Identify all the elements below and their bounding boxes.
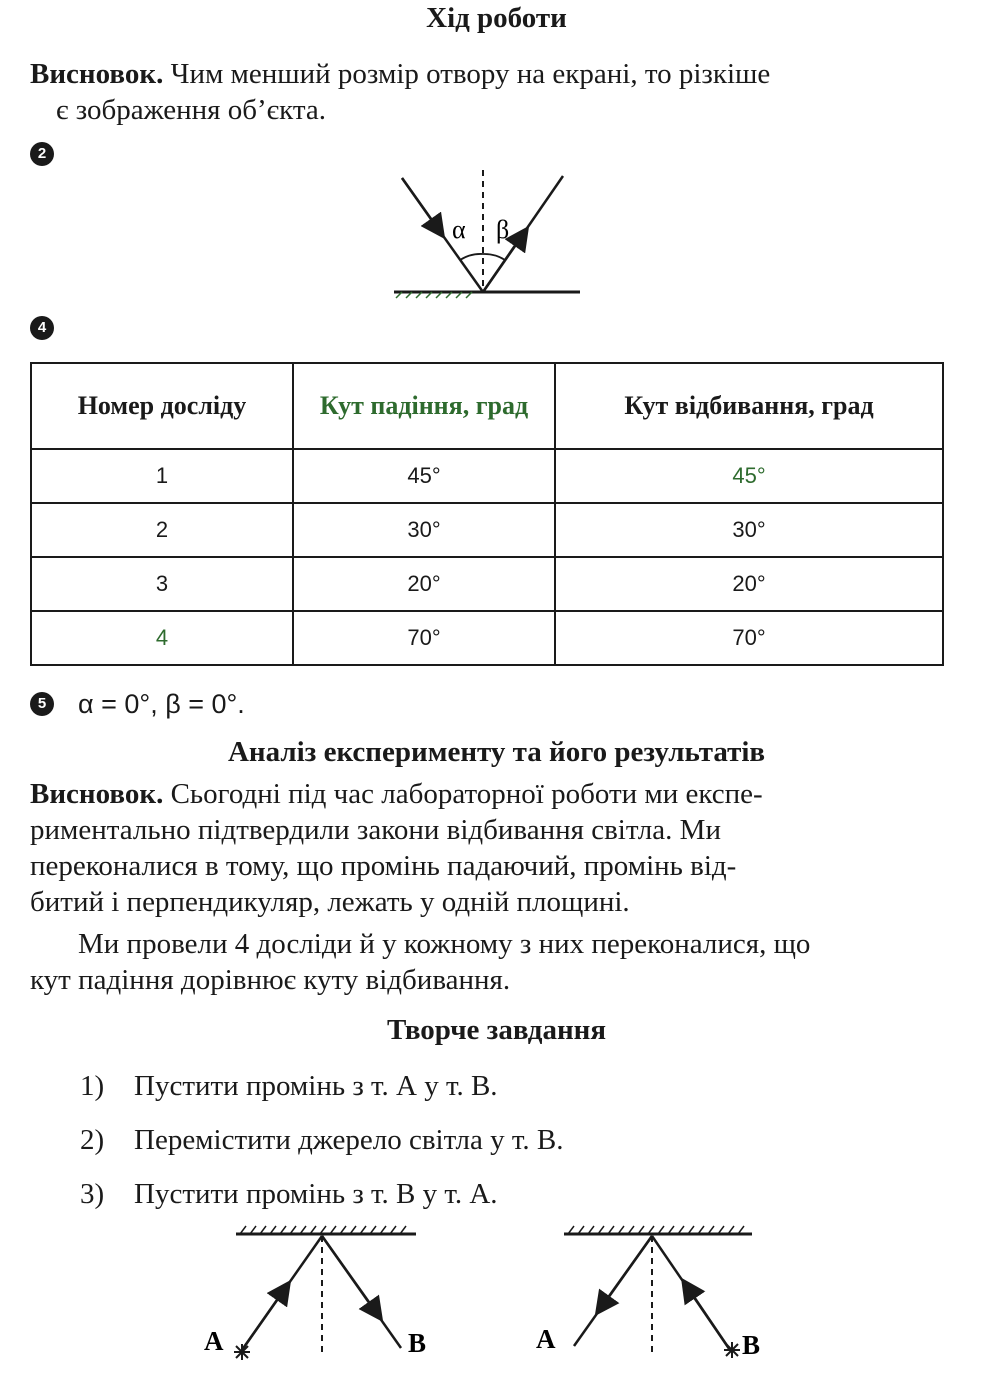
header-reflection-angle: Кут відбивання, град <box>555 363 943 449</box>
cell-number: 3 <box>31 557 293 611</box>
marker-2: 2 <box>30 142 54 166</box>
cell-incidence: 20° <box>293 557 555 611</box>
conclusion-2-line5: Ми провели 4 досліди й у кожному з них переконалися, що <box>78 928 811 960</box>
conclusion-2-line1 <box>30 776 763 812</box>
cell-reflection: 30° <box>555 503 943 557</box>
cell-incidence: 70° <box>293 611 555 665</box>
table-row <box>31 557 943 611</box>
marker-5: 5 <box>30 692 54 716</box>
conclusion-1-line2: є зображення об’єкта. <box>56 94 326 126</box>
light-source-icon <box>724 1342 740 1358</box>
marker-4: 4 <box>30 316 54 340</box>
light-source-icon <box>234 1344 250 1360</box>
table-row <box>31 449 943 503</box>
table-row <box>31 503 943 557</box>
point-a-label: А <box>204 1326 224 1356</box>
heading-creative: Творче завдання <box>386 1014 607 1046</box>
point-a-label: А <box>536 1324 556 1354</box>
conclusion-2-line3: переконалися в тому, що промінь падаючий, промінь від- <box>30 850 737 882</box>
ray-diagram-b-to-a <box>530 1222 780 1367</box>
conclusion-2-line6: кут падіння дорівнює куту відбивання. <box>30 964 511 996</box>
heading-course: Хід роботи <box>426 2 567 34</box>
cell-incidence: 45° <box>293 449 555 503</box>
task-2-text: Перемістити джерело світла у т. В. <box>134 1124 564 1156</box>
heading-analysis: Аналіз експерименту та його результатів <box>227 736 766 768</box>
beta-label: β <box>496 215 510 244</box>
experiment-table <box>30 362 944 666</box>
cell-number: 1 <box>31 449 293 503</box>
conclusion-2-label: Висновок. <box>30 778 164 810</box>
task-1-text: Пустити промінь з т. А у т. В. <box>134 1070 498 1102</box>
point-b-label: В <box>742 1330 761 1360</box>
conclusion-2-text: Сьогодні під час лабораторної роботи ми експе- <box>163 778 763 810</box>
conclusion-1 <box>30 56 770 92</box>
cell-number: 4 <box>31 611 293 665</box>
reflection-diagram <box>380 160 600 310</box>
cell-incidence: 30° <box>293 503 555 557</box>
conclusion-1-label: Висновок. <box>30 58 164 90</box>
task-2-number: 2) <box>80 1124 105 1156</box>
table-row <box>31 611 943 665</box>
cell-reflection: 70° <box>555 611 943 665</box>
table-header-row <box>31 363 943 449</box>
point-b-label: В <box>408 1328 427 1358</box>
cell-reflection: 20° <box>555 557 943 611</box>
task-1-number: 1) <box>80 1070 105 1102</box>
ray-diagram-a-to-b <box>196 1222 446 1367</box>
alpha-label: α <box>452 215 466 244</box>
conclusion-1-text: Чим менший розмір отвору на екрані, то різкіше <box>163 58 771 90</box>
header-experiment-number: Номер досліду <box>31 363 293 449</box>
cell-reflection: 45° <box>555 449 943 503</box>
conclusion-2-line2: риментально підтвердили закони відбивання світла. Ми <box>30 814 721 846</box>
cell-number: 2 <box>31 503 293 557</box>
answer-5: α = 0°, β = 0°. <box>78 689 245 719</box>
header-incidence-angle: Кут падіння, град <box>293 363 555 449</box>
task-3-number: 3) <box>80 1178 105 1210</box>
conclusion-2-line4: битий і перпендикуляр, лежать у одній площині. <box>30 886 630 918</box>
task-3-text: Пустити промінь з т. В у т. А. <box>134 1178 498 1210</box>
